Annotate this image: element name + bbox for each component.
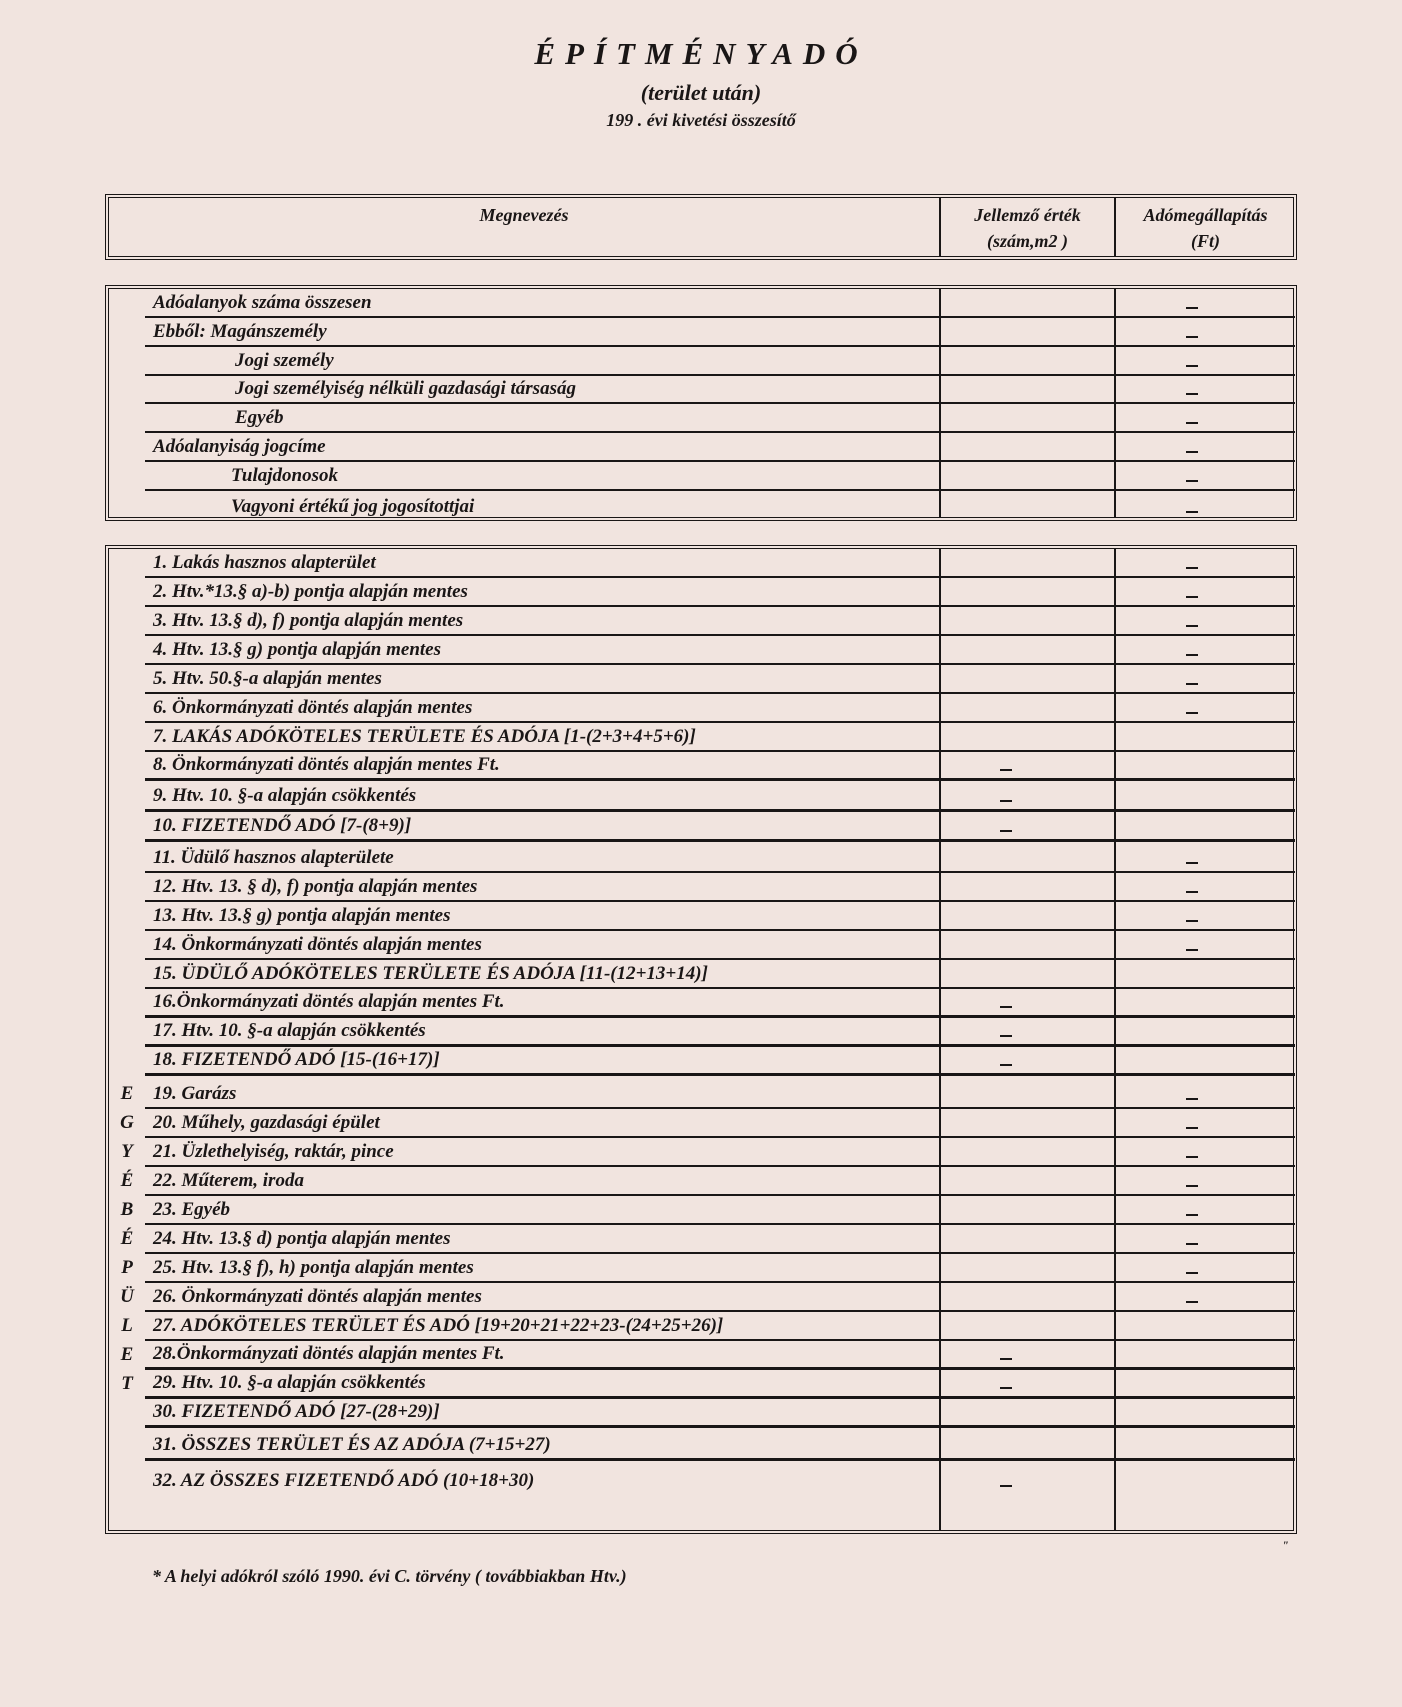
page-subtitle: (terület után) (640, 80, 762, 105)
table-row (145, 665, 1295, 694)
table-row (145, 1138, 1295, 1167)
vertical-side-letter: B (120, 1198, 134, 1220)
column-header-adomegallapitas (1114, 198, 1295, 256)
taxpayer-section (105, 285, 1297, 521)
column-header-line1: Adómegállapítás (1143, 205, 1268, 225)
table-row (145, 347, 1295, 376)
dash-mark (1000, 1006, 1012, 1008)
row-label: 29. Htv. 10. §-a alapján csökkentés (153, 1371, 426, 1393)
vertical-side-letter: É (120, 1169, 134, 1191)
row-label: 5. Htv. 50.§-a alapján mentes (153, 668, 382, 689)
column-header-line2: (Ft) (1191, 231, 1220, 251)
dash-mark (1186, 891, 1198, 893)
row-label: 20. Műhely, gazdasági épület (153, 1111, 380, 1133)
row-label: 2. Htv.*13.§ a)-b) pontja alapján mentes (153, 581, 468, 602)
row-label: 18. FIZETENDŐ ADÓ [15-(16+17)] (153, 1048, 440, 1070)
table-row (145, 462, 1295, 491)
column-header-line1: Jellemző érték (974, 205, 1081, 225)
dash-mark (1186, 1214, 1198, 1216)
column-header-jellemzo-ertek (939, 198, 1114, 256)
table-row (145, 752, 1295, 781)
vertical-side-letter: T (121, 1372, 133, 1394)
table-row (145, 873, 1295, 902)
dash-mark (1186, 1185, 1198, 1187)
row-label: 26. Önkormányzati döntés alapján mentes (153, 1285, 482, 1307)
corner-mark: " (1282, 1538, 1289, 1552)
column-header-megnevezes (109, 198, 939, 256)
dash-mark (1186, 712, 1198, 714)
dash-mark (1186, 1272, 1198, 1274)
row-label: Jogi személy (235, 349, 334, 371)
table-row (145, 960, 1295, 989)
row-label: 12. Htv. 13. § d), f) pontja alapján mentes (153, 875, 478, 897)
table-row (145, 1167, 1295, 1196)
vertical-side-letter: É (120, 1227, 134, 1249)
table-row (145, 1018, 1295, 1047)
dash-mark (1000, 1035, 1012, 1037)
dash-mark (1186, 307, 1198, 309)
table-row (145, 578, 1295, 607)
dash-mark (1000, 1064, 1012, 1066)
page-title: ÉPÍTMÉNYADÓ (534, 36, 868, 71)
row-label: 17. Htv. 10. §-a alapján csökkentés (153, 1019, 426, 1041)
dash-mark (1186, 1301, 1198, 1303)
table-row (145, 289, 1295, 318)
table-row (145, 1196, 1295, 1225)
table-row (145, 1225, 1295, 1254)
table-row (145, 1432, 1295, 1461)
row-label: Jogi személyiség nélküli gazdasági társaság (235, 378, 576, 400)
table-row (145, 1080, 1295, 1109)
table-row (145, 433, 1295, 462)
row-label: 8. Önkormányzati döntés alapján mentes Ft. (153, 754, 500, 775)
row-label: 25. Htv. 13.§ f), h) pontja alapján mentes (153, 1256, 474, 1278)
row-label: 16.Önkormányzati döntés alapján mentes Ft. (153, 990, 505, 1012)
row-label: 10. FIZETENDŐ ADÓ [7-(8+9)] (153, 815, 412, 836)
dash-mark (1000, 1387, 1012, 1389)
row-label: 19. Garázs (153, 1082, 237, 1104)
table-row (145, 491, 1295, 520)
dash-mark (1186, 920, 1198, 922)
table-row (145, 318, 1295, 347)
row-label: 24. Htv. 13.§ d) pontja alapján mentes (153, 1227, 451, 1249)
dash-mark (1186, 365, 1198, 367)
row-label: 22. Műterem, iroda (153, 1169, 304, 1191)
row-label: 13. Htv. 13.§ g) pontja alapján mentes (153, 904, 451, 926)
row-label: 7. LAKÁS ADÓKÖTELES TERÜLETE ÉS ADÓJA [1-(2+3+4+5+6)] (153, 726, 696, 747)
dash-mark (1186, 1156, 1198, 1158)
column-header-line2: (szám,m2 ) (987, 231, 1068, 251)
row-label: 1. Lakás hasznos alapterület (153, 552, 376, 573)
table-row (145, 404, 1295, 433)
table-row (145, 902, 1295, 931)
tax-items-section (105, 545, 1297, 1534)
table-row (145, 1109, 1295, 1138)
dash-mark (1000, 769, 1012, 771)
row-label: 31. ÖSSZES TERÜLET ÉS AZ ADÓJA (7+15+27) (153, 1433, 551, 1455)
row-label: 4. Htv. 13.§ g) pontja alapján mentes (153, 639, 441, 660)
dash-mark (1186, 480, 1198, 482)
table-row (145, 1341, 1295, 1370)
table-row (145, 931, 1295, 960)
row-label: 30. FIZETENDŐ ADÓ [27-(28+29)] (153, 1400, 440, 1422)
table-row (145, 723, 1295, 752)
dash-mark (1186, 422, 1198, 424)
row-label: Ebből: Magánszemély (153, 320, 327, 342)
row-label: 14. Önkormányzati döntés alapján mentes (153, 933, 482, 955)
row-label: Adóalanyiság jogcíme (153, 436, 326, 457)
table-row (145, 1312, 1295, 1341)
dash-mark (1186, 1127, 1198, 1129)
vertical-side-letter: Ü (120, 1285, 134, 1307)
dash-mark (1186, 683, 1198, 685)
dash-mark (1186, 862, 1198, 864)
table-row (145, 1047, 1295, 1076)
table-row (145, 813, 1295, 842)
dash-mark (1186, 1243, 1198, 1245)
footnote: * A helyi adókról szóló 1990. évi C. törvény ( továbbiakban Htv.) (152, 1566, 627, 1586)
dash-mark (1186, 336, 1198, 338)
row-label: 28.Önkormányzati döntés alapján mentes Ft. (153, 1342, 505, 1364)
row-label: 32. AZ ÖSSZES FIZETENDŐ ADÓ (10+18+30) (153, 1469, 535, 1491)
dash-mark (1186, 451, 1198, 453)
table-row (145, 549, 1295, 578)
vertical-side-letter: Y (121, 1140, 133, 1162)
row-label: 23. Egyéb (153, 1198, 231, 1220)
row-label: Egyéb (235, 407, 284, 429)
row-label: 15. ÜDÜLŐ ADÓKÖTELES TERÜLETE ÉS ADÓJA [11-(12+13+14)] (153, 962, 708, 984)
row-label: 9. Htv. 10. §-a alapján csökkentés (153, 784, 417, 806)
row-label: Tulajdonosok (231, 464, 338, 486)
table-row (145, 1465, 1295, 1494)
table-row (145, 636, 1295, 665)
table-row (145, 694, 1295, 723)
row-label: 27. ADÓKÖTELES TERÜLET ÉS ADÓ [19+20+21+22+23-(24+25+26)] (153, 1314, 724, 1336)
column-header-box (105, 194, 1297, 260)
row-label: Adóalanyok száma összesen (153, 292, 372, 313)
dash-mark (1186, 393, 1198, 395)
dash-mark (1000, 1358, 1012, 1360)
dash-mark (1186, 949, 1198, 951)
row-label: 3. Htv. 13.§ d), f) pontja alapján mentes (153, 610, 464, 631)
row-label: 6. Önkormányzati döntés alapján mentes (153, 697, 473, 718)
dash-mark (1000, 800, 1012, 802)
dash-mark (1186, 654, 1198, 656)
table-row (145, 607, 1295, 636)
dash-mark (1186, 625, 1198, 627)
year-line: 199 . évi kivetési összesítő (606, 110, 796, 130)
table-row (145, 375, 1295, 404)
table-row (145, 1283, 1295, 1312)
row-label: Vagyoni értékű jog jogosítottjai (231, 495, 475, 517)
vertical-side-letter: E (120, 1343, 134, 1365)
dash-mark (1000, 1485, 1012, 1487)
column-header-line1: Megnevezés (479, 205, 569, 225)
table-row (145, 783, 1295, 812)
row-label: 21. Üzlethelyiség, raktár, pince (153, 1140, 394, 1162)
dash-mark (1186, 1098, 1198, 1100)
table-row (145, 844, 1295, 873)
table-row (145, 1399, 1295, 1428)
vertical-side-letter: E (120, 1082, 134, 1104)
vertical-side-letter: G (120, 1111, 134, 1133)
dash-mark (1186, 511, 1198, 513)
dash-mark (1186, 567, 1198, 569)
vertical-side-letter: P (121, 1256, 133, 1278)
dash-mark (1000, 830, 1012, 832)
vertical-side-letter: L (121, 1314, 133, 1336)
table-row (145, 989, 1295, 1018)
table-row (145, 1370, 1295, 1399)
table-row (145, 1254, 1295, 1283)
dash-mark (1186, 596, 1198, 598)
row-label: 11. Üdülő hasznos alapterülete (153, 846, 394, 868)
